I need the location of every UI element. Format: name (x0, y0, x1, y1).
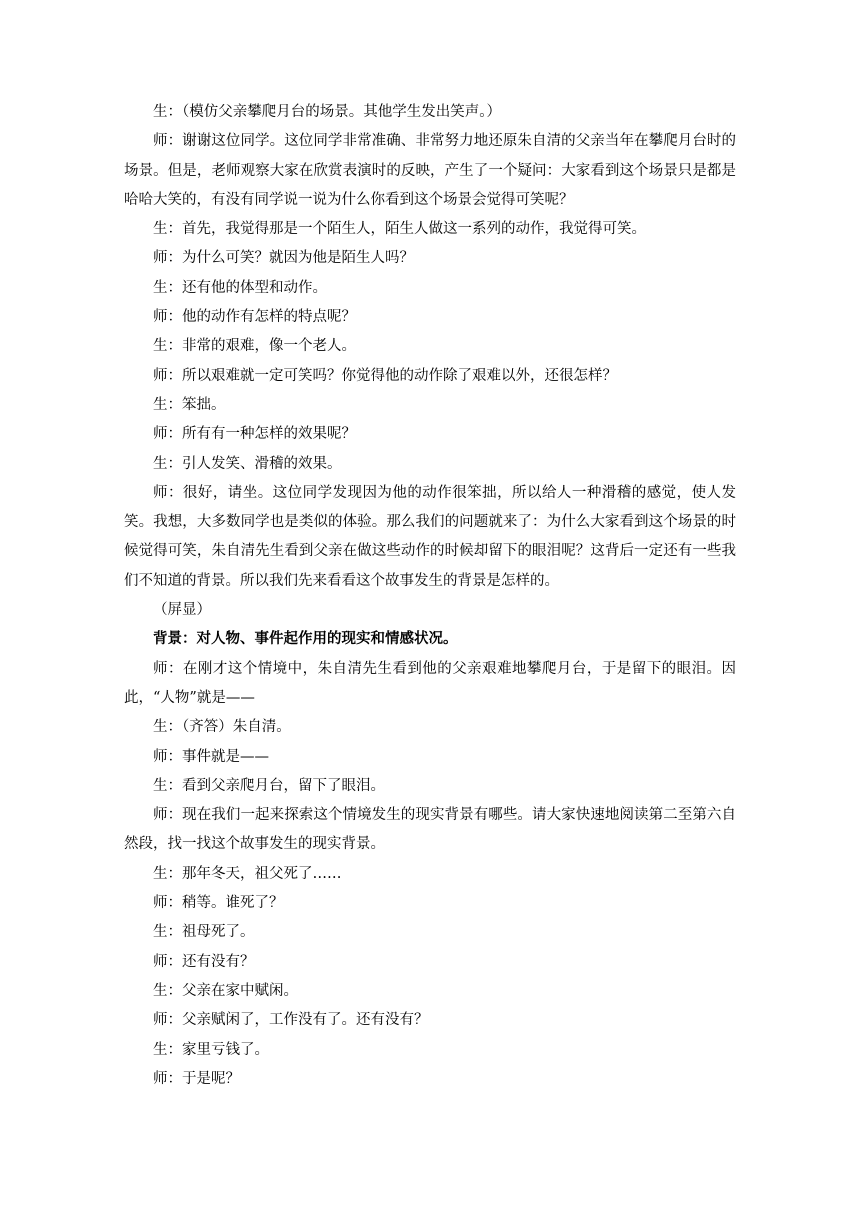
dialogue-paragraph: 师：现在我们一起来探索这个情境发生的现实背景有哪些。请大家快速地阅读第二至第六自然段，找一找这个故事发生的现实背景。 (124, 807, 736, 853)
dialogue-paragraph: 生：那年冬天，祖父死了…… (153, 865, 342, 882)
dialogue-paragraph: 生：（齐答）朱自清。 (153, 719, 291, 736)
dialogue-paragraph: 师：为什么可笑？就因为他是陌生人吗？ (153, 250, 414, 267)
dialogue-paragraph: 师：所以艰难就一定可笑吗？你觉得他的动作除了艰难以外，还很怎样？ (153, 367, 617, 384)
dialogue-paragraph: （屏显） (153, 602, 211, 619)
document-body (124, 98, 736, 1094)
dialogue-paragraph: 生：笨拙。 (153, 396, 226, 413)
dialogue-paragraph: 师：事件就是—— (153, 748, 269, 765)
dialogue-paragraph: 生：（模仿父亲攀爬月台的场景。其他学生发出笑声。） (153, 104, 501, 120)
bold-definition-paragraph: 背景：对人物、事件起作用的现实和情感状况。 (153, 631, 458, 648)
dialogue-paragraph: 生：家里亏钱了。 (153, 1041, 269, 1058)
dialogue-paragraph: 生：引人发笑、滑稽的效果。 (153, 455, 342, 472)
dialogue-paragraph: 师：还有没有？ (153, 953, 255, 970)
dialogue-paragraph: 师：谢谢这位同学。这位同学非常准确、非常努力地还原朱自清的父亲当年在攀爬月台时的场景。但是，老师观察大家在欣赏表演时的反映，产生了一个疑问：大家看到这个场景只是都是哈哈大笑的，有没有同学说一说为什么你看到这个场景会觉得可笑呢？ (124, 133, 736, 208)
dialogue-paragraph: 生：看到父亲爬月台，留下了眼泪。 (153, 777, 385, 794)
dialogue-paragraph: 师：他的动作有怎样的特点呢？ (153, 309, 356, 326)
dialogue-paragraph: 生：首先，我觉得那是一个陌生人，陌生人做这一系列的动作，我觉得可笑。 (153, 221, 646, 238)
dialogue-paragraph: 师：于是呢？ (153, 1070, 240, 1087)
dialogue-paragraph: 生：还有他的体型和动作。 (153, 279, 327, 296)
dialogue-paragraph: 师：很好，请坐。这位同学发现因为他的动作很笨拙，所以给人一种滑稽的感觉，使人发笑。我想，大多数同学也是类似的体验。那么我们的问题就来了：为什么大家看到这个场景的时候觉得可笑，朱自清先生看到父亲在做这些动作的时候却留下的眼泪呢？这背后一定还有一些我们不知道的背景。所以我们先来看看这个故事发生的背景是怎样的。 (124, 484, 736, 589)
dialogue-paragraph: 师：所有有一种怎样的效果呢？ (153, 426, 356, 443)
dialogue-paragraph: 生：祖母死了。 (153, 924, 255, 941)
dialogue-paragraph: 生：父亲在家中赋闲。 (153, 982, 298, 999)
dialogue-paragraph: 生：非常的艰难，像一个老人。 (153, 338, 356, 355)
dialogue-paragraph: 师：父亲赋闲了，工作没有了。还有没有？ (153, 1012, 429, 1029)
dialogue-paragraph: 师：稍等。谁死了？ (153, 895, 284, 912)
dialogue-paragraph: 师：在刚才这个情境中，朱自清先生看到他的父亲艰难地攀爬月台，于是留下的眼泪。因此，“人物”就是—— (124, 660, 736, 706)
